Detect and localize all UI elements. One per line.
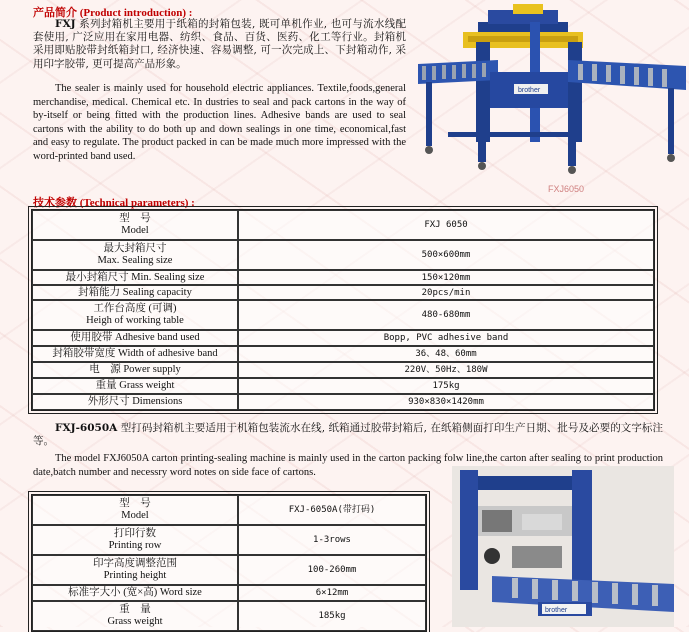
spec-label	[32, 378, 238, 394]
spec-label-zh: 工作台高度 (可调)	[93, 303, 177, 314]
spec-label-zh: 印字高度调整范围	[93, 558, 177, 569]
spec-label-zh: 最小封箱尺寸	[65, 271, 129, 283]
spec-label-zh: 重 量	[119, 604, 151, 615]
spec-row	[32, 394, 654, 410]
spec-label-en: Max. Sealing size	[97, 255, 173, 266]
spec-label	[32, 270, 238, 285]
spec-value: 150×120mm	[238, 270, 654, 285]
spec-label-en: Printing row	[108, 540, 162, 551]
spec-label	[32, 346, 238, 362]
spec-value: 480-680mm	[238, 300, 654, 330]
spec-row	[32, 240, 654, 270]
spec-label	[32, 362, 238, 378]
spec-label-en: Model	[121, 225, 149, 236]
spec-label-zh: 型 号	[119, 213, 151, 224]
spec-label	[32, 285, 238, 300]
spec-label-en: Word size	[159, 587, 202, 598]
spec-row	[32, 300, 654, 330]
spec-label-en: Grass weight	[107, 616, 163, 627]
spec-label-en: Adhesive band used	[115, 332, 200, 343]
spec-label-zh: 重量	[95, 380, 117, 391]
spec-label-zh: 标准字大小 (宽×高)	[68, 587, 158, 598]
spec-row	[32, 555, 426, 585]
spec-row	[32, 346, 654, 362]
spec-value: 175kg	[238, 378, 654, 394]
spec-label-zh: 封箱胶带宽度	[52, 348, 116, 359]
spec-label-en: Power supply	[123, 364, 181, 375]
model2-spec-table	[31, 494, 427, 632]
spec-label-zh: 最大封箱尺寸	[103, 243, 167, 254]
spec-value: 220V、50Hz、180W	[238, 362, 654, 378]
tech-table-wrapper	[31, 209, 655, 411]
spec-label-zh: 电 源	[89, 364, 121, 375]
spec-row	[32, 362, 654, 378]
fxj6050a-machine-image	[452, 466, 674, 627]
machine2-brand-label: brother	[545, 607, 568, 614]
tech-title: 技术参数 (Technical parameters) :	[33, 197, 195, 209]
spec-label	[32, 240, 238, 270]
intro-zh-text: 系列封箱机主要用于纸箱的封箱包装, 既可单机作业, 也可与流水线配套使用, 广泛应用在家用电器、纺织、食品、百货、医药、化工等行业。封箱机采用即贴胶带封纸箱封口, 经济快速、容易调整, 可一次完成上、下封箱动作, 采用印字胶带, 更可提高产品形象。	[33, 18, 406, 70]
spec-label	[32, 394, 238, 410]
spec-value: 100-260mm	[238, 555, 426, 585]
model2-zh-paragraph	[33, 422, 663, 448]
intro-zh-paragraph	[33, 18, 406, 71]
spec-value: 6×12mm	[238, 585, 426, 601]
spec-label	[32, 330, 238, 346]
spec-label	[32, 300, 238, 330]
spec-label	[32, 525, 238, 555]
spec-label-en: Min. Sealing size	[131, 271, 205, 283]
spec-label	[32, 495, 238, 525]
spec-row	[32, 330, 654, 346]
spec-row	[32, 270, 654, 285]
intro-en-paragraph: The sealer is mainly used for household electric appliances. Textile,foods,general merchandise, medical. Chemical etc. In dustries to seal and pack cartons in the way of by-itself or being fitted with the production lines. Adhesive bands are used to seal cartons with the ability to do both up and down sealings in one time, economical,fast and easy to regulate. The product packed in can be made much more impressed with the word-printed band used.	[33, 83, 406, 162]
spec-label-zh: 打印行数	[114, 528, 156, 539]
model2-model-name: FXJ-6050A	[55, 422, 118, 434]
intro-title: 产品简介 (Product introduction) :	[33, 7, 193, 19]
spec-value: FXJ 6050	[238, 210, 654, 240]
spec-label-zh: 型 号	[119, 498, 151, 509]
spec-label-en: Model	[121, 510, 149, 521]
spec-label-en: Heigh of working table	[86, 315, 184, 326]
spec-value: Bopp, PVC adhesive band	[238, 330, 654, 346]
spec-label-en: Printing height	[103, 570, 167, 581]
spec-row	[32, 585, 426, 601]
spec-row	[32, 495, 426, 525]
spec-label-zh: 使用胶带	[70, 332, 113, 343]
machine1-brand-label: brother	[518, 87, 541, 94]
fxj6050-machine-image	[418, 2, 686, 198]
model2-zh-text: 型打码封箱机主要适用于机箱包装流水在线, 纸箱通过胶带封箱后, 在纸箱侧面打印生产日期、批号及必要的文字标注等。	[33, 422, 663, 448]
spec-value: FXJ-6050A(带打码)	[238, 495, 426, 525]
spec-label	[32, 210, 238, 240]
spec-label	[32, 555, 238, 585]
spec-label-en: Sealing capacity	[122, 286, 192, 298]
spec-value: 185kg	[238, 601, 426, 631]
spec-row	[32, 525, 426, 555]
spec-label-zh: 封箱能力	[78, 286, 121, 298]
spec-label-en: Width of adhesive band	[118, 348, 218, 359]
spec-row	[32, 210, 654, 240]
spec-label-zh: 外形尺寸	[87, 396, 130, 407]
spec-value: 930×830×1420mm	[238, 394, 654, 410]
spec-row	[32, 378, 654, 394]
spec-label	[32, 585, 238, 601]
spec-value: 36、48、60mm	[238, 346, 654, 362]
spec-value: 20pcs/min	[238, 285, 654, 300]
spec-label-en: Grass weight	[119, 380, 175, 391]
model2-table-wrapper	[31, 494, 427, 632]
tech-spec-table	[31, 209, 655, 411]
spec-value: 1-3rows	[238, 525, 426, 555]
spec-label-en: Dimensions	[132, 396, 183, 407]
model2-en-paragraph: The model FXJ6050A carton printing-sealing machine is mainly used in the carton packing folw line,the carton after sealing to print production date,batch number and necessry word notes on side face of cartons.	[33, 453, 663, 478]
spec-value: 500×600mm	[238, 240, 654, 270]
intro-model-name: FXJ	[55, 18, 76, 30]
spec-row	[32, 285, 654, 300]
machine1-caption: FXJ6050	[548, 184, 585, 194]
